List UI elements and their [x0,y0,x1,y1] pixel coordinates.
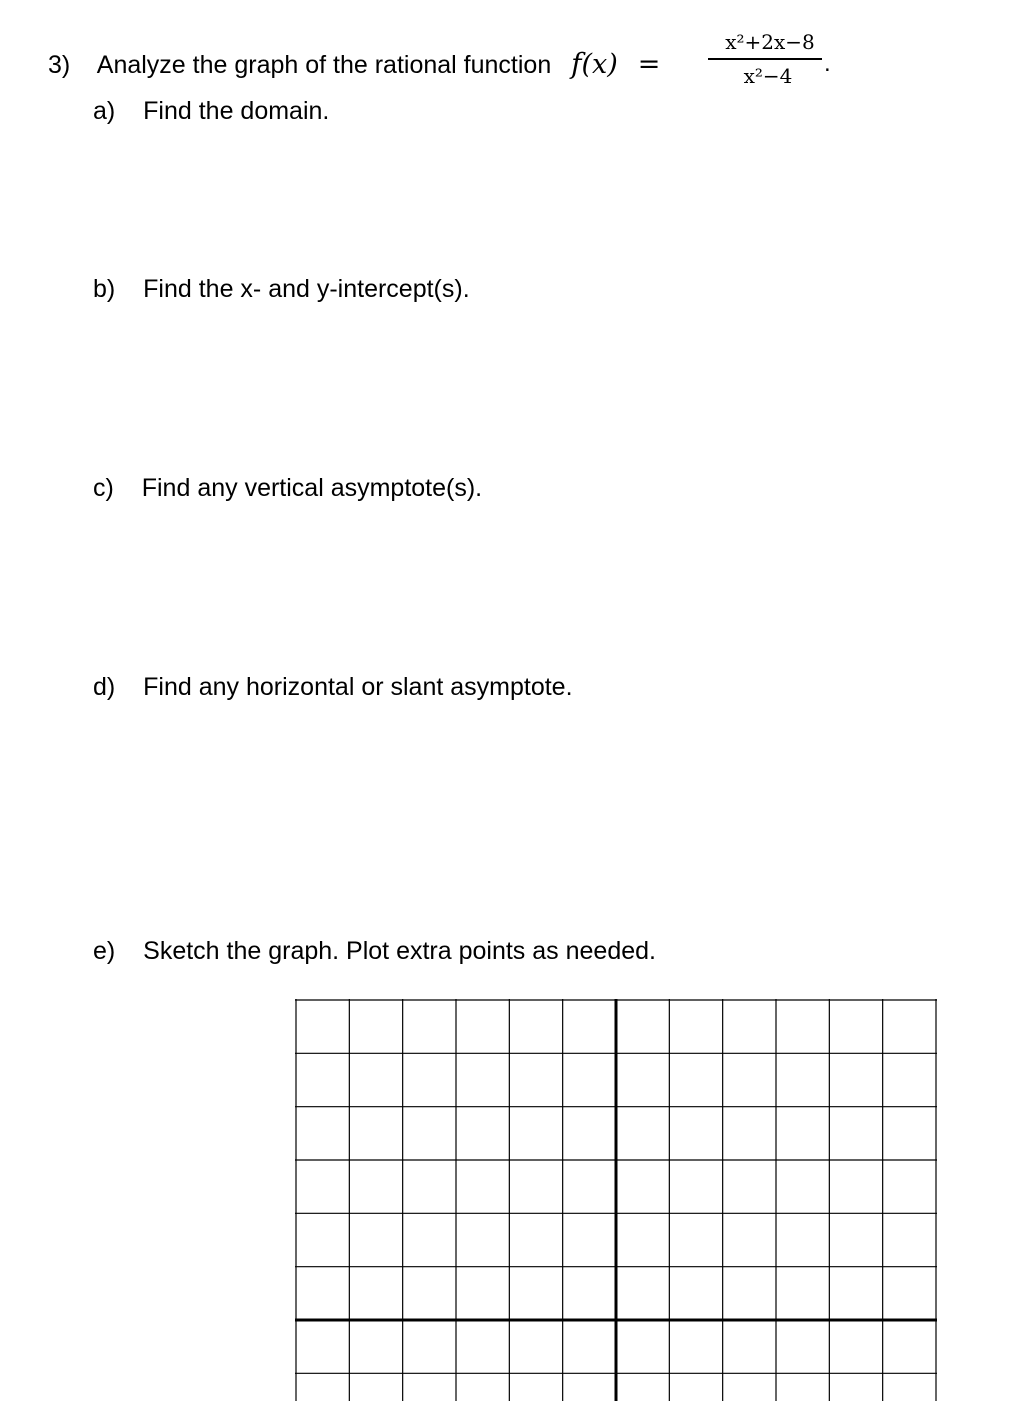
part-b [93,275,470,304]
part-c [93,474,482,503]
part-b-text: Find the x- and y-intercept(s). [143,275,470,303]
fraction-numerator: x²+2x−8 [725,30,815,54]
question-stem: Analyze the graph of the rational function [96,51,552,79]
part-d-text: Find any horizontal or slant asymptote. [143,673,573,701]
question-number: 3) [48,51,71,79]
part-c-text: Find any vertical asymptote(s). [141,474,483,502]
equals-sign: = [637,49,661,80]
part-e-label: e) [93,937,116,965]
part-d-label: d) [93,673,116,701]
part-c-label: c) [93,474,114,502]
part-a-label: a) [93,97,116,125]
part-b-label: b) [93,275,116,303]
part-d [93,673,573,702]
question-line [48,47,660,80]
question-period: . [824,50,831,77]
part-e-text: Sketch the graph. Plot extra points as needed. [143,937,656,965]
fraction-bar [708,58,822,60]
graph-grid-svg [295,999,937,1401]
fraction-denominator: x²−4 [743,64,793,88]
function-fraction [708,30,828,88]
part-a [93,97,329,126]
graph-grid[interactable] [295,999,937,1401]
part-e [93,937,656,966]
part-a-text: Find the domain. [143,97,330,125]
function-name: f [571,47,582,80]
function-args: (x) [581,49,618,80]
